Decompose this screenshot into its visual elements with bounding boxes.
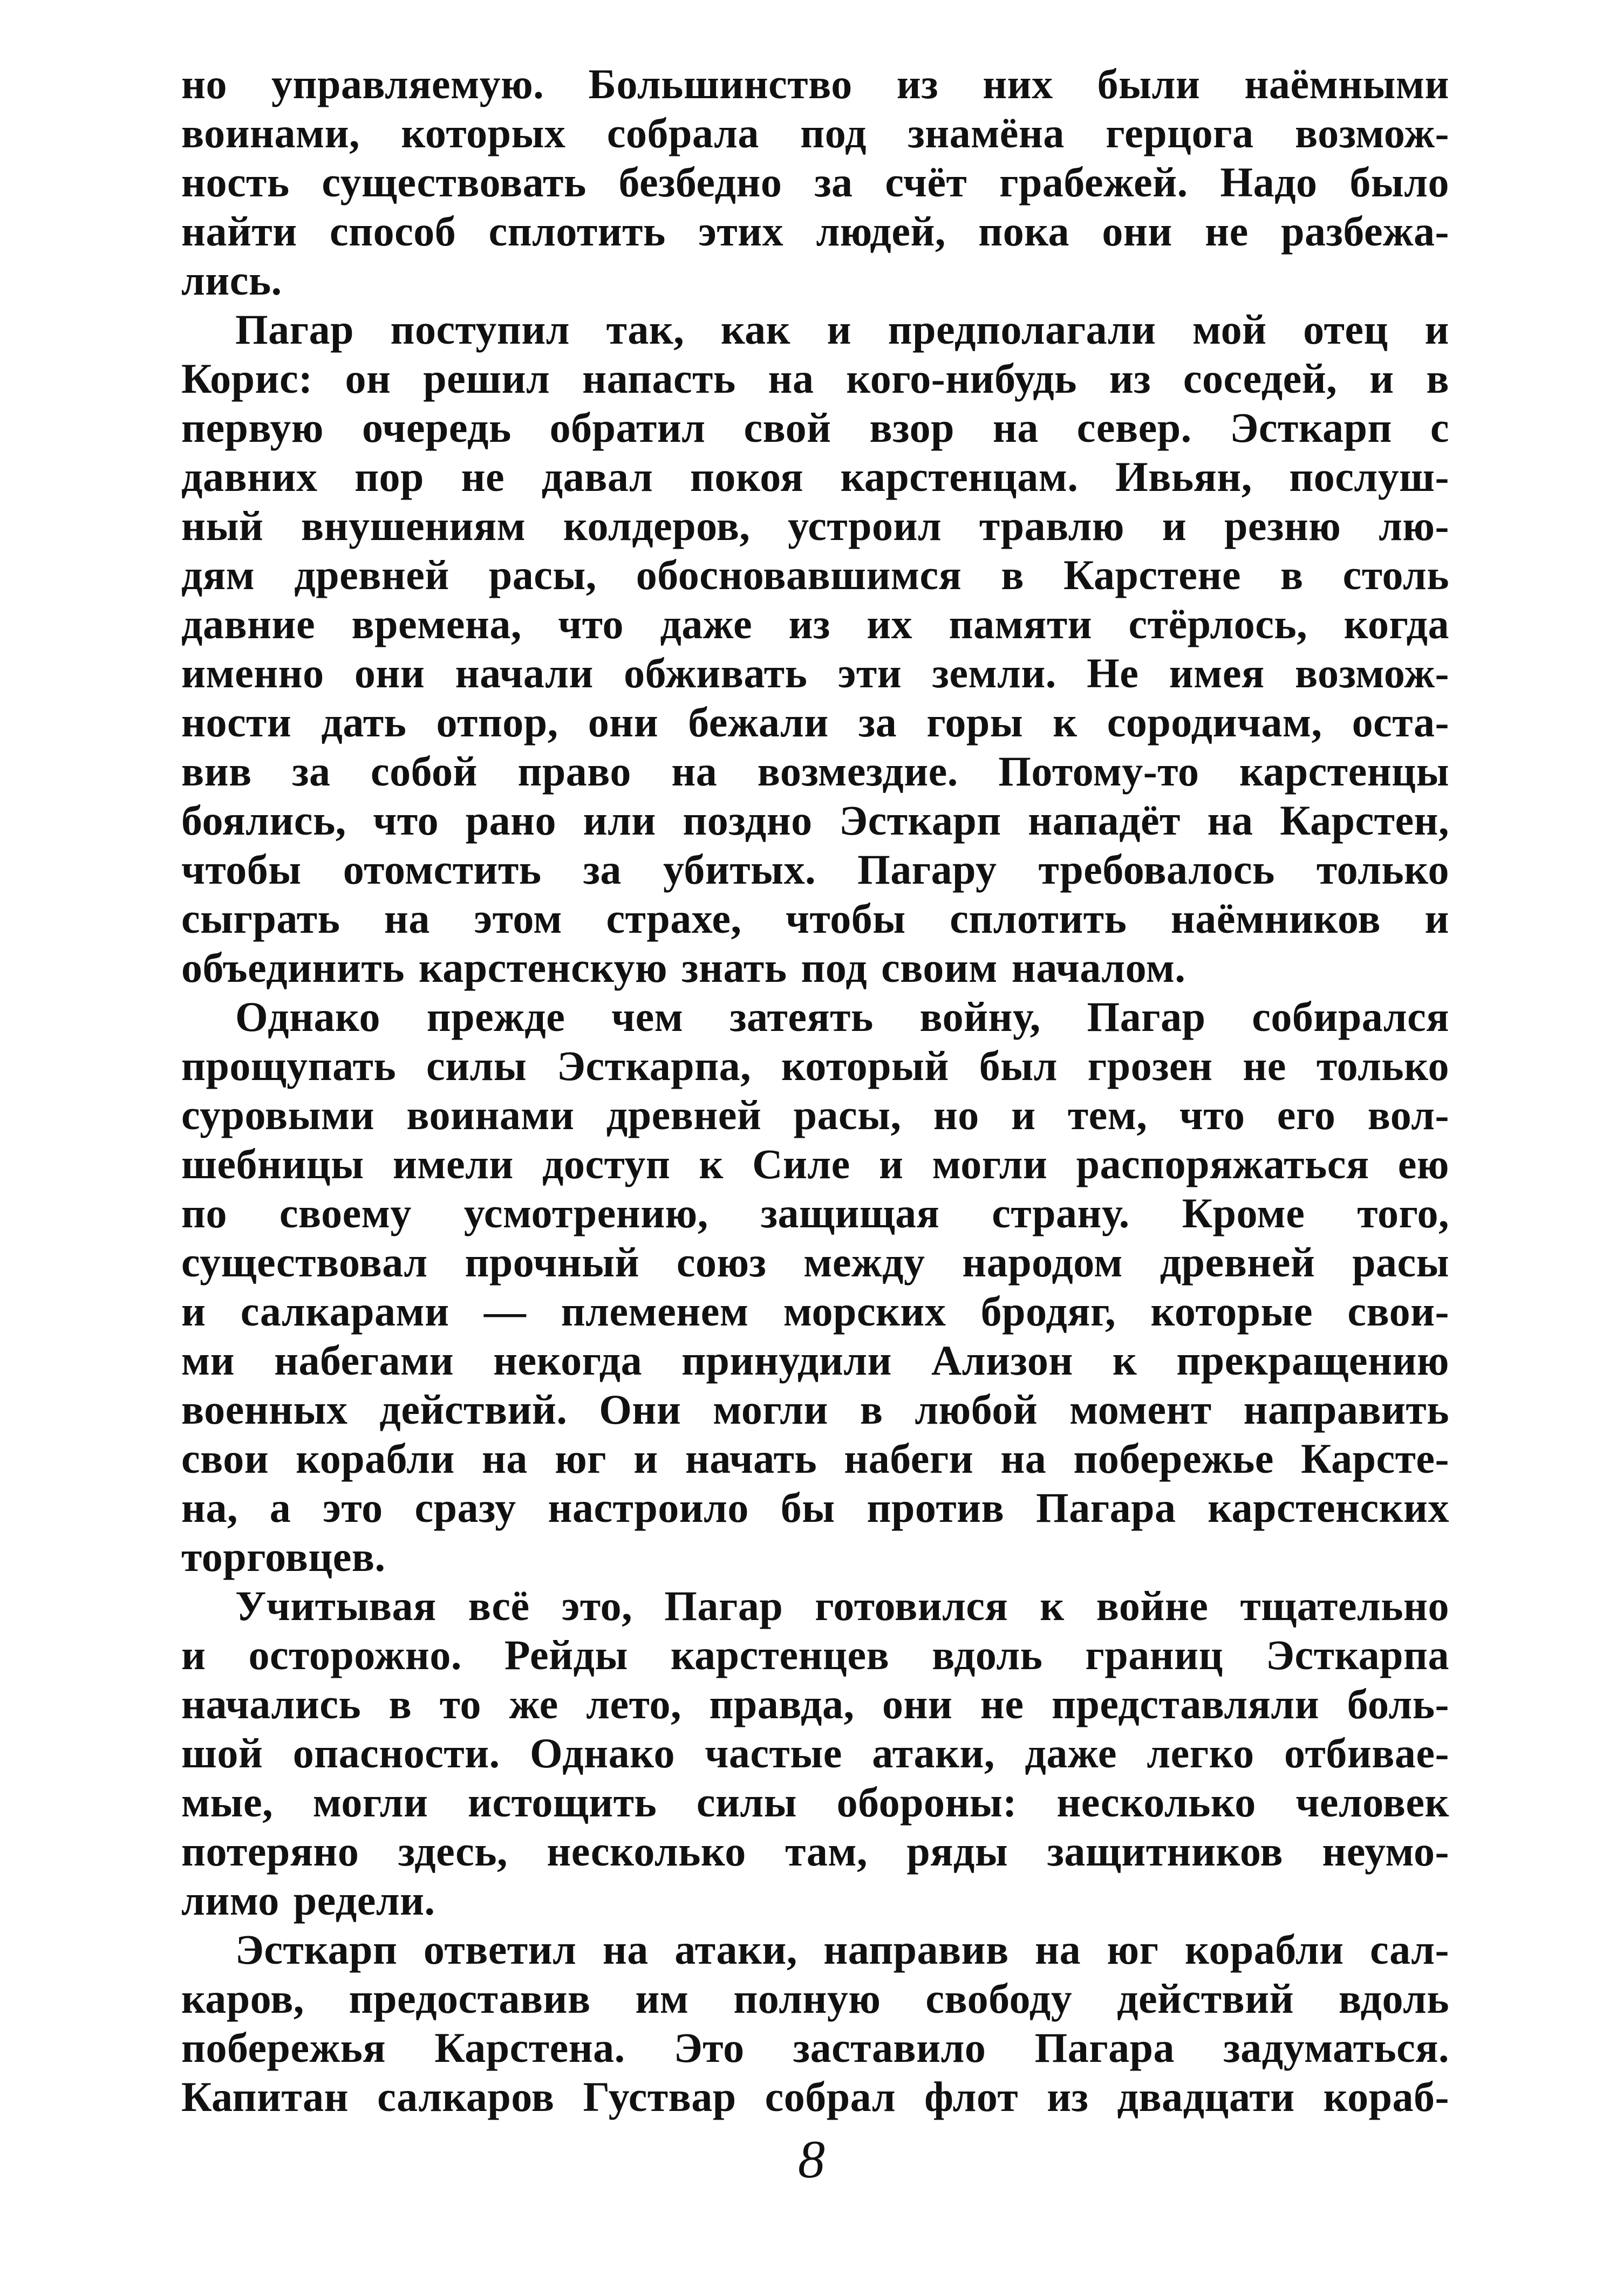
text-line: давние времена, что даже из их памяти стёрлось, когда xyxy=(181,600,1449,647)
text-line: лимо редели. xyxy=(181,1877,435,1924)
text-line: торговцев. xyxy=(181,1533,386,1580)
text-line: вив за собой право на возмездие. Потому-то карстенцы xyxy=(181,748,1449,795)
text-line: Учитывая всё это, Пагар готовился к войне тщательно xyxy=(235,1582,1449,1629)
text-line: ность существовать безбедно за счёт грабежей. Надо было xyxy=(181,159,1449,206)
text-line: по своему усмотрению, защищая страну. Кроме того, xyxy=(181,1190,1449,1236)
text-line: каров, предоставив им полную свободу действий вдоль xyxy=(181,1975,1449,2022)
text-line: начались в то же лето, правда, они не представляли боль- xyxy=(181,1680,1449,1727)
text-line: и осторожно. Рейды карстенцев вдоль границ Эсткарпа xyxy=(181,1631,1449,1678)
text-line: первую очередь обратил свой взор на север. Эсткарп с xyxy=(181,404,1449,451)
text-line: прощупать силы Эсткарпа, который был грозен не только xyxy=(181,1042,1449,1089)
text-line: потеряно здесь, несколько там, ряды защитников неумо- xyxy=(181,1828,1449,1875)
text-line: ми набегами некогда принудили Ализон к прекращению xyxy=(181,1337,1449,1384)
text-line: найти способ сплотить этих людей, пока они не разбежа- xyxy=(181,208,1449,255)
text-line: шой опасности. Однако частые атаки, даже легко отбивае- xyxy=(181,1730,1449,1776)
text-line: существовал прочный союз между народом древней расы xyxy=(181,1239,1449,1286)
text-line: воинами, которых собрала под знамёна герцога возмож- xyxy=(181,110,1449,156)
text-line: лись. xyxy=(181,257,282,304)
text-line: Пагар поступил так, как и предполагали мой отец и xyxy=(235,306,1449,353)
text-line: военных действий. Они могли в любой момент направить xyxy=(181,1386,1449,1433)
text-line: боялись, что рано или поздно Эсткарп нападёт на Карстен, xyxy=(181,797,1449,844)
text-line: объединить карстенскую знать под своим началом. xyxy=(181,944,1186,991)
text-line: но управляемую. Большинство из них были наёмными xyxy=(181,60,1449,107)
page-number: 8 xyxy=(798,2129,825,2189)
body-text xyxy=(181,59,1449,2121)
text-line: именно они начали обживать эти земли. Не имея возмож- xyxy=(181,650,1449,696)
text-line: Корис: он решил напасть на кого-нибудь из соседей, и в xyxy=(181,355,1449,402)
text-line: и салкарами — племенем морских бродяг, которые свои- xyxy=(181,1288,1449,1335)
text-line: побережья Карстена. Это заставило Пагара задуматься. xyxy=(181,2024,1449,2071)
text-line: на, а это сразу настроило бы против Пагара карстенских xyxy=(181,1484,1449,1531)
text-line: мые, могли истощить силы обороны: несколько человек xyxy=(181,1779,1449,1826)
text-line: ности дать отпор, они бежали за горы к сородичам, оста- xyxy=(181,699,1449,746)
text-line: Капитан салкаров Густвар собрал флот из двадцати кораб- xyxy=(181,2073,1449,2120)
text-line: ный внушениям колдеров, устроил травлю и резню лю- xyxy=(181,502,1449,549)
text-line: суровыми воинами древней расы, но и тем, что его вол- xyxy=(181,1091,1449,1138)
text-line: шебницы имели доступ к Силе и могли распоряжаться ею xyxy=(181,1140,1449,1187)
text-line: дям древней расы, обосновавшимся в Карстене в столь xyxy=(181,551,1449,598)
text-line: чтобы отомстить за убитых. Пагару требовалось только xyxy=(181,846,1449,893)
text-line: свои корабли на юг и начать набеги на побережье Карсте- xyxy=(181,1435,1449,1482)
text-line: Однако прежде чем затеять войну, Пагар собирался xyxy=(235,993,1449,1040)
text-line: Эсткарп ответил на атаки, направив на юг корабли сал- xyxy=(235,1926,1449,1973)
text-line: давних пор не давал покоя карстенцам. Ивьян, послуш- xyxy=(181,453,1449,500)
text-line: сыграть на этом страхе, чтобы сплотить наёмников и xyxy=(181,895,1449,942)
